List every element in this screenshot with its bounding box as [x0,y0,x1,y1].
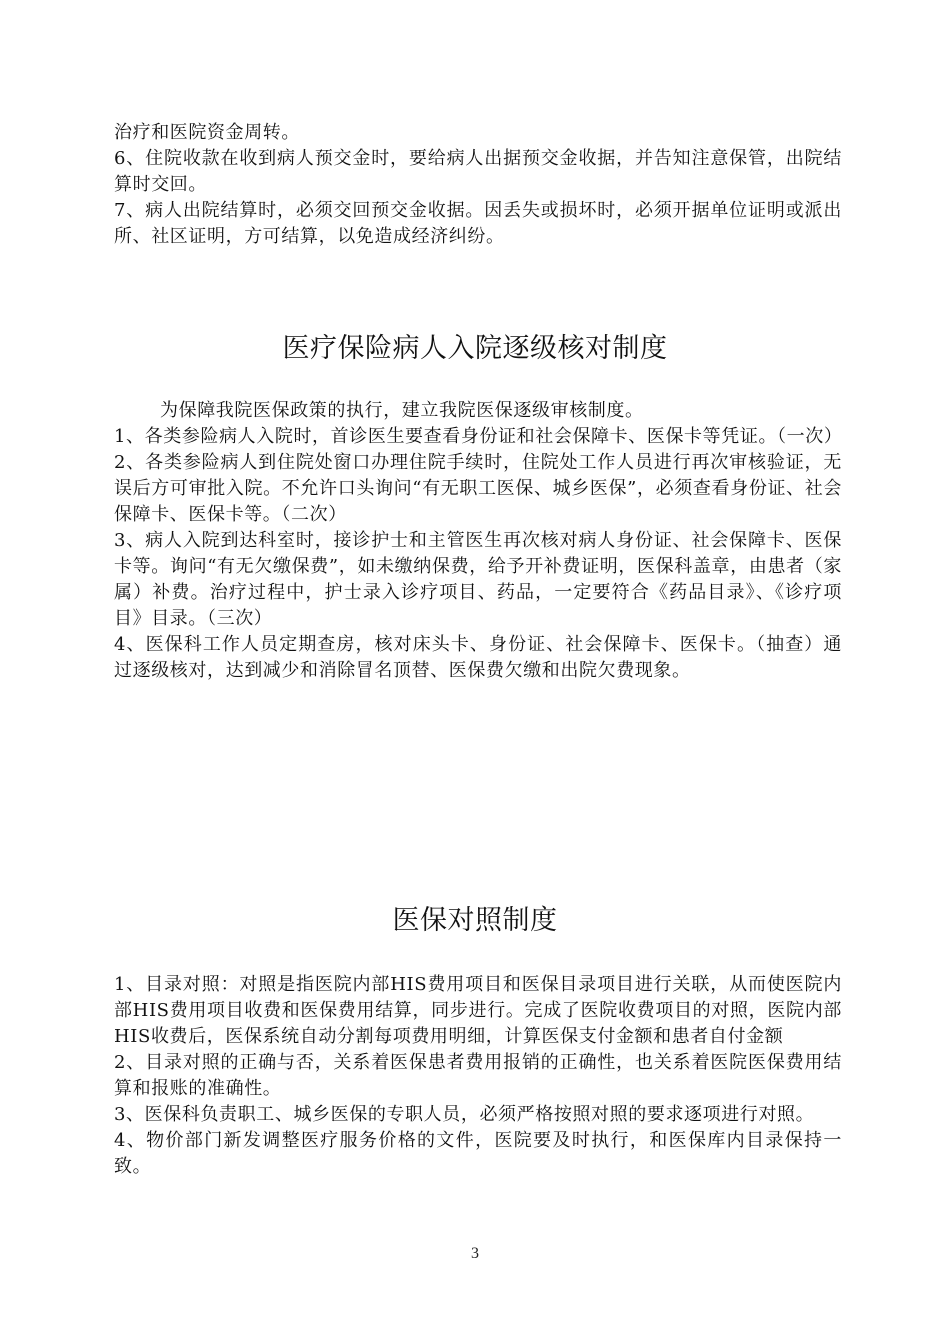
paragraph: 4、物价部门新发调整医疗服务价格的文件，医院要及时执行，和医保库内目录保持一致。 [114,1130,842,1177]
paragraph: 治疗和医院资金周转。 [114,122,300,143]
paragraph: 7、病人出院结算时，必须交回预交金收据。因丢失或损坏时，必须开据单位证明或派出所、社区证明，方可结算，以免造成经济纠纷。 [114,200,842,247]
paragraph: 4、医保科工作人员定期查房，核对床头卡、身份证、社会保障卡、医保卡。（抽查）通过逐级核对，达到减少和消除冒名顶替、医保费欠缴和出院欠费现象。 [114,634,842,681]
paragraph: 1、各类参险病人入院时，首诊医生要查看身份证和社会保障卡、医保卡等凭证。（一次） [114,426,843,447]
section-title-verification: 医疗保险病人入院逐级核对制度 [282,333,668,364]
page-number: 3 [471,1245,479,1262]
paragraph: 6、住院收款在收到病人预交金时，要给病人出据预交金收据，并告知注意保管，出院结算时交回。 [114,148,842,195]
section-title-mapping: 医保对照制度 [392,905,558,936]
paragraph: 3、医保科负责职工、城乡医保的专职人员，必须严格按照对照的要求逐项进行对照。 [114,1104,815,1125]
verification-section-body [114,398,842,684]
intro-paragraph: 为保障我院医保政策的执行，建立我院医保逐级审核制度。 [160,400,644,421]
paragraph: 3、病人入院到达科室时，接诊护士和主管医生再次核对病人身份证、社会保障卡、医保卡等。询问“有无欠缴保费”，如未缴纳保费，给予开补费证明，医保科盖章，由患者（家属）补费。治疗过程中，护士录入诊疗项目、药品，一定要符合《药品目录》、《诊疗项目》目录。（三次） [114,530,842,629]
paragraph: 2、各类参险病人到住院处窗口办理住院手续时，住院处工作人员进行再次审核验证，无误后方可审批入院。不允许口头询问“有无职工医保、城乡医保”，必须查看身份证、社会保障卡、医保卡等。（二次） [114,452,842,525]
mapping-section-body [114,972,842,1180]
previous-section-text [114,120,842,250]
paragraph: 2、目录对照的正确与否，关系着医保患者费用报销的正确性，也关系着医院医保费用结算和报账的准确性。 [114,1052,842,1099]
paragraph: 1、目录对照：对照是指医院内部HIS费用项目和医保目录项目进行关联，从而使医院内部HIS费用项目收费和医保费用结算，同步进行。完成了医院收费项目的对照，医院内部HIS收费后，医保系统自动分割每项费用明细，计算医保支付金额和患者自付金额 [114,974,842,1047]
